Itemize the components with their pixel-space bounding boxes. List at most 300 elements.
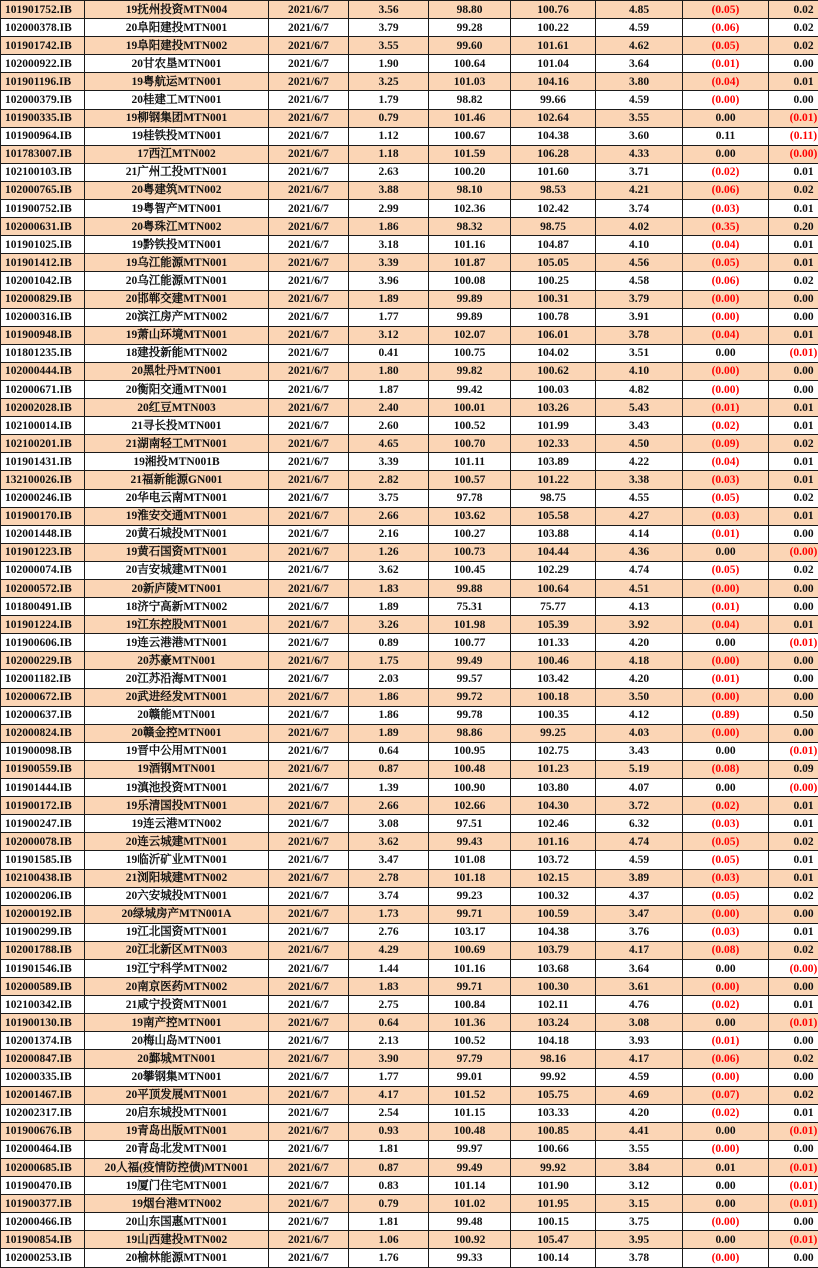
yield-cell: 4.76	[596, 996, 683, 1014]
change-a-cell: (0.03)	[683, 507, 769, 525]
yield-cell: 4.59	[596, 851, 683, 869]
remaining-term-cell: 3.62	[349, 561, 429, 579]
bond-name-cell: 21湖南轻工MTN001	[85, 435, 269, 453]
table-row	[1, 1014, 818, 1032]
bond-code-cell: 101783007.IB	[1, 145, 85, 163]
yield-cell: 4.62	[596, 37, 683, 55]
bond-code-cell: 101901752.IB	[1, 1, 85, 19]
change-b-cell: 0.01	[769, 815, 818, 833]
change-b-cell: 0.20	[769, 218, 818, 236]
table-row	[1, 742, 818, 760]
change-a-cell: (0.00)	[683, 308, 769, 326]
price-high-cell: 104.16	[511, 73, 596, 91]
change-a-cell: (0.02)	[683, 1104, 769, 1122]
bond-name-cell: 20平顶发展MTN001	[85, 1086, 269, 1104]
remaining-term-cell: 2.54	[349, 1104, 429, 1122]
remaining-term-cell: 1.79	[349, 91, 429, 109]
change-a-cell: (0.03)	[683, 200, 769, 218]
remaining-term-cell: 1.87	[349, 380, 429, 398]
change-b-cell: 0.00	[769, 688, 818, 706]
bond-code-cell: 102000637.IB	[1, 706, 85, 724]
remaining-term-cell: 1.81	[349, 1140, 429, 1158]
date-cell: 2021/6/7	[269, 1249, 349, 1267]
bond-code-cell: 102000589.IB	[1, 978, 85, 996]
price-low-cell: 100.90	[429, 779, 511, 797]
bond-code-cell: 101900948.IB	[1, 326, 85, 344]
change-b-cell: 0.02	[769, 833, 818, 851]
table-row	[1, 543, 818, 561]
price-low-cell: 98.86	[429, 724, 511, 742]
change-a-cell: 0.00	[683, 959, 769, 977]
price-high-cell: 104.87	[511, 236, 596, 254]
price-high-cell: 103.24	[511, 1014, 596, 1032]
date-cell: 2021/6/7	[269, 362, 349, 380]
bond-code-cell: 102100103.IB	[1, 163, 85, 181]
yield-cell: 4.10	[596, 362, 683, 380]
date-cell: 2021/6/7	[269, 344, 349, 362]
table-row	[1, 507, 818, 525]
price-high-cell: 102.11	[511, 996, 596, 1014]
price-low-cell: 101.02	[429, 1195, 511, 1213]
change-b-cell: 0.01	[769, 73, 818, 91]
date-cell: 2021/6/7	[269, 163, 349, 181]
bond-name-cell: 19桂铁投MTN001	[85, 127, 269, 145]
price-high-cell: 98.53	[511, 181, 596, 199]
change-a-cell: 0.00	[683, 1195, 769, 1213]
change-b-cell: 0.00	[769, 670, 818, 688]
bond-name-cell: 20甘农垦MTN001	[85, 55, 269, 73]
price-high-cell: 102.64	[511, 109, 596, 127]
change-b-cell: 0.00	[769, 525, 818, 543]
remaining-term-cell: 0.79	[349, 1195, 429, 1213]
table-row	[1, 37, 818, 55]
price-high-cell: 100.59	[511, 905, 596, 923]
price-high-cell: 100.85	[511, 1122, 596, 1140]
bond-code-cell: 101900964.IB	[1, 127, 85, 145]
table-row	[1, 290, 818, 308]
price-low-cell: 102.36	[429, 200, 511, 218]
bond-name-cell: 19黄石国资MTN001	[85, 543, 269, 561]
yield-cell: 3.76	[596, 923, 683, 941]
bond-code-cell: 102000379.IB	[1, 91, 85, 109]
change-b-cell: 0.02	[769, 941, 818, 959]
date-cell: 2021/6/7	[269, 887, 349, 905]
remaining-term-cell: 0.64	[349, 742, 429, 760]
table-row	[1, 236, 818, 254]
table-row	[1, 978, 818, 996]
yield-cell: 4.17	[596, 941, 683, 959]
remaining-term-cell: 3.75	[349, 489, 429, 507]
bond-name-cell: 20青岛北发MTN001	[85, 1140, 269, 1158]
change-b-cell: 0.00	[769, 55, 818, 73]
bond-code-cell: 101900247.IB	[1, 815, 85, 833]
change-b-cell: (0.01)	[769, 634, 818, 652]
change-b-cell: 0.01	[769, 869, 818, 887]
bond-name-cell: 20人福(疫情防控债)MTN001	[85, 1159, 269, 1177]
price-low-cell: 99.71	[429, 978, 511, 996]
bond-name-cell: 20江苏沿海MTN001	[85, 670, 269, 688]
price-low-cell: 100.20	[429, 163, 511, 181]
price-low-cell: 100.45	[429, 561, 511, 579]
price-low-cell: 101.98	[429, 616, 511, 634]
date-cell: 2021/6/7	[269, 634, 349, 652]
remaining-term-cell: 1.83	[349, 580, 429, 598]
date-cell: 2021/6/7	[269, 272, 349, 290]
change-b-cell: 0.00	[769, 978, 818, 996]
date-cell: 2021/6/7	[269, 543, 349, 561]
change-a-cell: (0.01)	[683, 55, 769, 73]
bond-name-cell: 20攀钢集MTN001	[85, 1068, 269, 1086]
price-high-cell: 103.68	[511, 959, 596, 977]
price-low-cell: 101.36	[429, 1014, 511, 1032]
change-a-cell: (0.05)	[683, 1, 769, 19]
change-b-cell: 0.02	[769, 272, 818, 290]
bond-code-cell: 101900172.IB	[1, 797, 85, 815]
bond-code-cell: 132100026.IB	[1, 471, 85, 489]
date-cell: 2021/6/7	[269, 308, 349, 326]
bond-name-cell: 19青岛出版MTN001	[85, 1122, 269, 1140]
price-high-cell: 105.39	[511, 616, 596, 634]
date-cell: 2021/6/7	[269, 652, 349, 670]
yield-cell: 4.59	[596, 91, 683, 109]
yield-cell: 4.18	[596, 652, 683, 670]
price-high-cell: 100.78	[511, 308, 596, 326]
bond-code-cell: 102000316.IB	[1, 308, 85, 326]
yield-cell: 4.17	[596, 1050, 683, 1068]
date-cell: 2021/6/7	[269, 1032, 349, 1050]
bond-name-cell: 19粤智产MTN001	[85, 200, 269, 218]
bond-name-cell: 20山东国惠MTN001	[85, 1213, 269, 1231]
date-cell: 2021/6/7	[269, 109, 349, 127]
remaining-term-cell: 1.44	[349, 959, 429, 977]
price-high-cell: 102.15	[511, 869, 596, 887]
change-a-cell: (0.06)	[683, 1050, 769, 1068]
table-row	[1, 362, 818, 380]
remaining-term-cell: 2.66	[349, 797, 429, 815]
change-a-cell: (0.01)	[683, 1032, 769, 1050]
table-row	[1, 471, 818, 489]
remaining-term-cell: 3.56	[349, 1, 429, 19]
change-a-cell: (0.01)	[683, 598, 769, 616]
table-row	[1, 91, 818, 109]
price-high-cell: 100.22	[511, 19, 596, 37]
change-b-cell: 0.02	[769, 37, 818, 55]
remaining-term-cell: 1.90	[349, 55, 429, 73]
change-b-cell: 0.09	[769, 760, 818, 778]
yield-cell: 3.78	[596, 326, 683, 344]
price-low-cell: 99.42	[429, 380, 511, 398]
table-row	[1, 181, 818, 199]
table-row	[1, 634, 818, 652]
date-cell: 2021/6/7	[269, 1104, 349, 1122]
bond-code-cell: 101901196.IB	[1, 73, 85, 91]
change-a-cell: (0.08)	[683, 760, 769, 778]
remaining-term-cell: 1.77	[349, 308, 429, 326]
remaining-term-cell: 0.89	[349, 634, 429, 652]
change-a-cell: (0.00)	[683, 978, 769, 996]
bond-code-cell: 102000824.IB	[1, 724, 85, 742]
price-high-cell: 105.47	[511, 1231, 596, 1249]
bond-code-cell: 102000074.IB	[1, 561, 85, 579]
table-row	[1, 923, 818, 941]
date-cell: 2021/6/7	[269, 1159, 349, 1177]
remaining-term-cell: 2.03	[349, 670, 429, 688]
bond-code-cell: 101800491.IB	[1, 598, 85, 616]
table-row	[1, 1032, 818, 1050]
change-b-cell: 0.01	[769, 453, 818, 471]
change-b-cell: (0.01)	[769, 1177, 818, 1195]
bond-name-cell: 19淮安交通MTN001	[85, 507, 269, 525]
price-low-cell: 100.48	[429, 1122, 511, 1140]
price-high-cell: 104.44	[511, 543, 596, 561]
bond-code-cell: 102000631.IB	[1, 218, 85, 236]
bond-name-cell: 18济宁高新MTN002	[85, 598, 269, 616]
price-low-cell: 101.16	[429, 236, 511, 254]
table-row	[1, 706, 818, 724]
price-low-cell: 99.89	[429, 308, 511, 326]
remaining-term-cell: 3.18	[349, 236, 429, 254]
bond-name-cell: 20六安城投MTN001	[85, 887, 269, 905]
yield-cell: 4.50	[596, 435, 683, 453]
price-high-cell: 103.80	[511, 779, 596, 797]
price-high-cell: 101.33	[511, 634, 596, 652]
yield-cell: 4.69	[596, 1086, 683, 1104]
date-cell: 2021/6/7	[269, 73, 349, 91]
remaining-term-cell: 1.81	[349, 1213, 429, 1231]
bond-code-cell: 102000378.IB	[1, 19, 85, 37]
bond-code-cell: 102002028.IB	[1, 399, 85, 417]
bond-name-cell: 19烟台港MTN002	[85, 1195, 269, 1213]
price-high-cell: 102.46	[511, 815, 596, 833]
price-high-cell: 104.38	[511, 127, 596, 145]
table-row	[1, 1122, 818, 1140]
change-b-cell: (0.01)	[769, 1014, 818, 1032]
yield-cell: 4.27	[596, 507, 683, 525]
date-cell: 2021/6/7	[269, 507, 349, 525]
yield-cell: 4.58	[596, 272, 683, 290]
price-low-cell: 99.89	[429, 290, 511, 308]
change-b-cell: (0.01)	[769, 1231, 818, 1249]
table-row	[1, 109, 818, 127]
remaining-term-cell: 1.73	[349, 905, 429, 923]
change-a-cell: (0.00)	[683, 724, 769, 742]
bond-name-cell: 20苏豪MTN001	[85, 652, 269, 670]
table-row	[1, 833, 818, 851]
table-row	[1, 344, 818, 362]
yield-cell: 4.59	[596, 1068, 683, 1086]
change-b-cell: 0.01	[769, 851, 818, 869]
remaining-term-cell: 0.41	[349, 344, 429, 362]
bond-code-cell: 101900559.IB	[1, 760, 85, 778]
change-b-cell: 0.00	[769, 1249, 818, 1267]
table-row	[1, 1, 818, 19]
bond-name-cell: 20粤建筑MTN002	[85, 181, 269, 199]
change-a-cell: 0.00	[683, 634, 769, 652]
table-row	[1, 200, 818, 218]
change-b-cell: 0.00	[769, 652, 818, 670]
change-a-cell: (0.01)	[683, 670, 769, 688]
bond-name-cell: 20鄞城MTN001	[85, 1050, 269, 1068]
remaining-term-cell: 0.64	[349, 1014, 429, 1032]
bond-code-cell: 102000672.IB	[1, 688, 85, 706]
date-cell: 2021/6/7	[269, 760, 349, 778]
date-cell: 2021/6/7	[269, 978, 349, 996]
price-low-cell: 99.88	[429, 580, 511, 598]
change-b-cell: (0.00)	[769, 145, 818, 163]
date-cell: 2021/6/7	[269, 91, 349, 109]
change-b-cell: (0.01)	[769, 1122, 818, 1140]
remaining-term-cell: 1.86	[349, 706, 429, 724]
change-b-cell: 0.01	[769, 200, 818, 218]
yield-cell: 4.59	[596, 19, 683, 37]
bond-name-cell: 19抚州投资MTN004	[85, 1, 269, 19]
table-row	[1, 1086, 818, 1104]
yield-cell: 3.64	[596, 959, 683, 977]
change-b-cell: 0.01	[769, 471, 818, 489]
bond-name-cell: 19酒钢MTN001	[85, 760, 269, 778]
price-low-cell: 101.14	[429, 1177, 511, 1195]
bond-name-cell: 19南产控MTN001	[85, 1014, 269, 1032]
table-row	[1, 1068, 818, 1086]
price-low-cell: 75.31	[429, 598, 511, 616]
remaining-term-cell: 4.17	[349, 1086, 429, 1104]
yield-cell: 4.21	[596, 181, 683, 199]
remaining-term-cell: 0.79	[349, 109, 429, 127]
bond-name-cell: 20连云城建MTN001	[85, 833, 269, 851]
yield-cell: 3.71	[596, 163, 683, 181]
price-low-cell: 99.57	[429, 670, 511, 688]
remaining-term-cell: 2.75	[349, 996, 429, 1014]
remaining-term-cell: 2.16	[349, 525, 429, 543]
price-high-cell: 102.29	[511, 561, 596, 579]
price-low-cell: 100.01	[429, 399, 511, 417]
price-low-cell: 102.66	[429, 797, 511, 815]
table-row	[1, 417, 818, 435]
price-low-cell: 100.69	[429, 941, 511, 959]
remaining-term-cell: 1.83	[349, 978, 429, 996]
table-row	[1, 399, 818, 417]
price-high-cell: 104.02	[511, 344, 596, 362]
price-high-cell: 75.77	[511, 598, 596, 616]
change-b-cell: (0.01)	[769, 1195, 818, 1213]
bond-code-cell: 102002317.IB	[1, 1104, 85, 1122]
remaining-term-cell: 2.78	[349, 869, 429, 887]
change-a-cell: (0.03)	[683, 815, 769, 833]
table-row	[1, 941, 818, 959]
remaining-term-cell: 3.88	[349, 181, 429, 199]
remaining-term-cell: 4.29	[349, 941, 429, 959]
price-high-cell: 104.30	[511, 797, 596, 815]
change-a-cell: (0.00)	[683, 1140, 769, 1158]
remaining-term-cell: 0.87	[349, 1159, 429, 1177]
date-cell: 2021/6/7	[269, 326, 349, 344]
change-a-cell: (0.05)	[683, 254, 769, 272]
price-low-cell: 101.52	[429, 1086, 511, 1104]
table-row	[1, 779, 818, 797]
bond-code-cell: 102000829.IB	[1, 290, 85, 308]
bond-name-cell: 17西江MTN002	[85, 145, 269, 163]
bond-code-cell: 101900098.IB	[1, 742, 85, 760]
yield-cell: 4.74	[596, 561, 683, 579]
bond-name-cell: 20梅山岛MTN001	[85, 1032, 269, 1050]
bond-code-cell: 102000765.IB	[1, 181, 85, 199]
date-cell: 2021/6/7	[269, 724, 349, 742]
change-b-cell: 0.00	[769, 580, 818, 598]
remaining-term-cell: 2.40	[349, 399, 429, 417]
remaining-term-cell: 1.12	[349, 127, 429, 145]
yield-cell: 4.82	[596, 380, 683, 398]
price-high-cell: 98.75	[511, 489, 596, 507]
price-low-cell: 101.03	[429, 73, 511, 91]
change-b-cell: 0.00	[769, 308, 818, 326]
bond-name-cell: 20赣金控MTN001	[85, 724, 269, 742]
price-high-cell: 101.90	[511, 1177, 596, 1195]
price-low-cell: 99.33	[429, 1249, 511, 1267]
table-row	[1, 73, 818, 91]
yield-cell: 4.51	[596, 580, 683, 598]
yield-cell: 4.20	[596, 1104, 683, 1122]
yield-cell: 4.36	[596, 543, 683, 561]
price-low-cell: 99.72	[429, 688, 511, 706]
date-cell: 2021/6/7	[269, 435, 349, 453]
change-b-cell: 0.01	[769, 797, 818, 815]
price-high-cell: 105.05	[511, 254, 596, 272]
yield-cell: 4.74	[596, 833, 683, 851]
bond-name-cell: 20黄石城投MTN001	[85, 525, 269, 543]
price-low-cell: 99.43	[429, 833, 511, 851]
price-low-cell: 100.52	[429, 417, 511, 435]
bond-name-cell: 20启东城投MTN001	[85, 1104, 269, 1122]
date-cell: 2021/6/7	[269, 670, 349, 688]
bond-code-cell: 102001467.IB	[1, 1086, 85, 1104]
change-a-cell: (0.01)	[683, 399, 769, 417]
table-row	[1, 254, 818, 272]
bond-code-cell: 102001374.IB	[1, 1032, 85, 1050]
remaining-term-cell: 2.60	[349, 417, 429, 435]
price-high-cell: 100.46	[511, 652, 596, 670]
date-cell: 2021/6/7	[269, 598, 349, 616]
date-cell: 2021/6/7	[269, 1122, 349, 1140]
change-b-cell: (0.11)	[769, 127, 818, 145]
bond-name-cell: 19萧山环境MTN001	[85, 326, 269, 344]
bond-code-cell: 102000206.IB	[1, 887, 85, 905]
bond-name-cell: 21寻长投MTN001	[85, 417, 269, 435]
yield-cell: 3.74	[596, 200, 683, 218]
price-high-cell: 100.62	[511, 362, 596, 380]
yield-cell: 4.13	[596, 598, 683, 616]
date-cell: 2021/6/7	[269, 869, 349, 887]
price-low-cell: 98.32	[429, 218, 511, 236]
change-b-cell: (0.00)	[769, 779, 818, 797]
remaining-term-cell: 1.89	[349, 598, 429, 616]
price-high-cell: 103.79	[511, 941, 596, 959]
bond-code-cell: 101900676.IB	[1, 1122, 85, 1140]
price-high-cell: 106.01	[511, 326, 596, 344]
price-high-cell: 101.99	[511, 417, 596, 435]
price-low-cell: 99.49	[429, 1159, 511, 1177]
bond-code-cell: 101901742.IB	[1, 37, 85, 55]
remaining-term-cell: 0.83	[349, 1177, 429, 1195]
change-a-cell: (0.00)	[683, 91, 769, 109]
bond-name-cell: 19临沂矿业MTN001	[85, 851, 269, 869]
date-cell: 2021/6/7	[269, 1014, 349, 1032]
yield-cell: 3.50	[596, 688, 683, 706]
price-low-cell: 100.57	[429, 471, 511, 489]
table-row	[1, 1159, 818, 1177]
bond-name-cell: 20华电云南MTN001	[85, 489, 269, 507]
bond-code-cell: 102000253.IB	[1, 1249, 85, 1267]
yield-cell: 4.20	[596, 634, 683, 652]
